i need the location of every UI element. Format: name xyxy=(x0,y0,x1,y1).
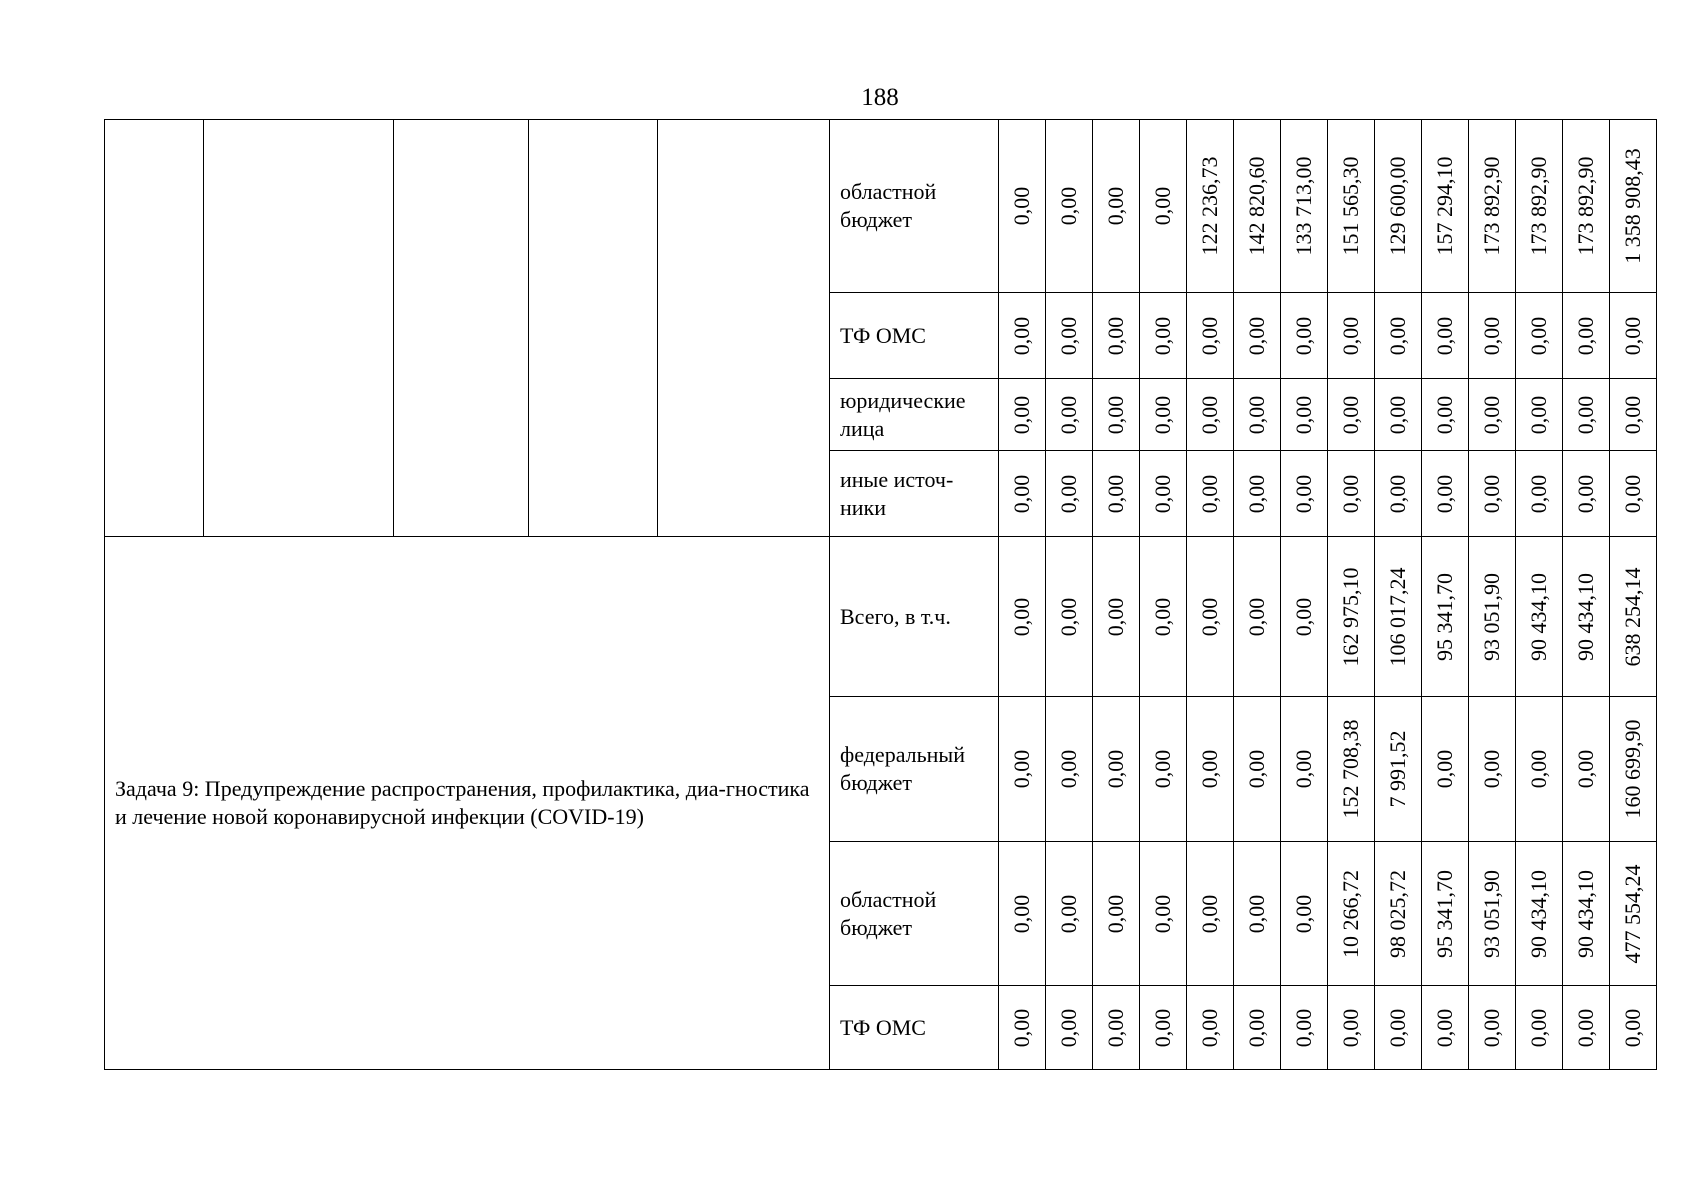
funding-source-cell: областной бюджет xyxy=(830,120,999,293)
value-cell: 0,00 xyxy=(1328,293,1375,379)
value-cell: 142 820,60 xyxy=(1234,120,1281,293)
value-cell: 0,00 xyxy=(1281,842,1328,986)
value-cell: 0,00 xyxy=(1187,537,1234,697)
value-cell: 0,00 xyxy=(1140,293,1187,379)
value-cell: 122 236,73 xyxy=(1187,120,1234,293)
value-cell: 0,00 xyxy=(999,842,1046,986)
value-cell: 152 708,38 xyxy=(1328,697,1375,842)
value-cell: 90 434,10 xyxy=(1516,537,1563,697)
value-cell: 0,00 xyxy=(1281,986,1328,1070)
value-cell: 0,00 xyxy=(1375,986,1422,1070)
funding-source-cell: ТФ ОМС xyxy=(830,293,999,379)
value-cell: 0,00 xyxy=(1516,451,1563,537)
value-cell: 0,00 xyxy=(1140,120,1187,293)
value-cell: 0,00 xyxy=(1610,451,1657,537)
value-cell: 0,00 xyxy=(1046,986,1093,1070)
value-cell: 0,00 xyxy=(1563,293,1610,379)
value-cell: 10 266,72 xyxy=(1328,842,1375,986)
value-cell: 98 025,72 xyxy=(1375,842,1422,986)
value-cell: 477 554,24 xyxy=(1610,842,1657,986)
value-cell: 0,00 xyxy=(1187,451,1234,537)
value-cell: 0,00 xyxy=(1610,379,1657,451)
funding-source-cell: федеральный бюджет xyxy=(830,697,999,842)
value-cell: 0,00 xyxy=(1281,697,1328,842)
value-cell: 95 341,70 xyxy=(1422,537,1469,697)
value-cell: 0,00 xyxy=(1469,697,1516,842)
value-cell: 0,00 xyxy=(1046,451,1093,537)
task-9-label: Задача 9: Предупреждение распространения, профилактика, диа-гностика и лечение новой коронавирусной инфекции (COVID-19) xyxy=(105,537,830,1070)
value-cell: 0,00 xyxy=(1046,537,1093,697)
funding-source-cell: ТФ ОМС xyxy=(830,986,999,1070)
value-cell: 0,00 xyxy=(1610,293,1657,379)
value-cell: 0,00 xyxy=(1469,986,1516,1070)
value-cell: 95 341,70 xyxy=(1422,842,1469,986)
value-cell: 0,00 xyxy=(999,697,1046,842)
value-cell: 0,00 xyxy=(1234,379,1281,451)
page-number: 188 xyxy=(861,84,899,111)
value-cell: 0,00 xyxy=(1140,537,1187,697)
value-cell: 90 434,10 xyxy=(1516,842,1563,986)
value-cell: 0,00 xyxy=(1281,293,1328,379)
value-cell: 173 892,90 xyxy=(1469,120,1516,293)
funding-source-cell: Всего, в т.ч. xyxy=(830,537,999,697)
value-cell: 0,00 xyxy=(1281,537,1328,697)
value-cell: 0,00 xyxy=(1469,451,1516,537)
value-cell: 0,00 xyxy=(1563,986,1610,1070)
value-cell: 0,00 xyxy=(1234,842,1281,986)
empty-cell xyxy=(529,120,658,537)
value-cell: 0,00 xyxy=(1469,379,1516,451)
value-cell: 638 254,14 xyxy=(1610,537,1657,697)
table-row xyxy=(105,120,1657,293)
value-cell: 0,00 xyxy=(1422,986,1469,1070)
value-cell: 0,00 xyxy=(1375,451,1422,537)
value-cell: 173 892,90 xyxy=(1516,120,1563,293)
value-cell: 160 699,90 xyxy=(1610,697,1657,842)
value-cell: 106 017,24 xyxy=(1375,537,1422,697)
value-cell: 0,00 xyxy=(1046,842,1093,986)
value-cell: 0,00 xyxy=(1516,379,1563,451)
value-cell: 0,00 xyxy=(1375,379,1422,451)
value-cell: 0,00 xyxy=(1140,451,1187,537)
value-cell: 93 051,90 xyxy=(1469,537,1516,697)
value-cell: 0,00 xyxy=(1469,293,1516,379)
value-cell: 0,00 xyxy=(1328,986,1375,1070)
value-cell: 0,00 xyxy=(1234,986,1281,1070)
value-cell: 0,00 xyxy=(1281,451,1328,537)
value-cell: 0,00 xyxy=(1187,697,1234,842)
value-cell: 0,00 xyxy=(1093,697,1140,842)
value-cell: 0,00 xyxy=(1046,293,1093,379)
value-cell: 0,00 xyxy=(1516,986,1563,1070)
value-cell: 0,00 xyxy=(1375,293,1422,379)
empty-cell xyxy=(394,120,529,537)
value-cell: 0,00 xyxy=(1422,293,1469,379)
value-cell: 129 600,00 xyxy=(1375,120,1422,293)
value-cell: 0,00 xyxy=(1093,379,1140,451)
value-cell: 0,00 xyxy=(999,379,1046,451)
value-cell: 0,00 xyxy=(1422,379,1469,451)
empty-cell xyxy=(658,120,830,537)
value-cell: 0,00 xyxy=(1563,697,1610,842)
value-cell: 0,00 xyxy=(1046,697,1093,842)
value-cell: 1 358 908,43 xyxy=(1610,120,1657,293)
value-cell: 0,00 xyxy=(1187,986,1234,1070)
value-cell: 0,00 xyxy=(1281,379,1328,451)
budget-table xyxy=(104,119,1657,1070)
value-cell: 0,00 xyxy=(1140,842,1187,986)
value-cell: 0,00 xyxy=(1563,451,1610,537)
value-cell: 0,00 xyxy=(1234,451,1281,537)
value-cell: 0,00 xyxy=(1187,293,1234,379)
funding-source-cell: областной бюджет xyxy=(830,842,999,986)
value-cell: 0,00 xyxy=(1516,293,1563,379)
value-cell: 0,00 xyxy=(999,120,1046,293)
empty-cell xyxy=(204,120,394,537)
table-row xyxy=(105,537,1657,697)
value-cell: 0,00 xyxy=(1422,697,1469,842)
value-cell: 0,00 xyxy=(999,293,1046,379)
value-cell: 93 051,90 xyxy=(1469,842,1516,986)
value-cell: 0,00 xyxy=(1093,293,1140,379)
value-cell: 0,00 xyxy=(1046,379,1093,451)
value-cell: 0,00 xyxy=(999,986,1046,1070)
value-cell: 0,00 xyxy=(1093,842,1140,986)
value-cell: 0,00 xyxy=(1093,537,1140,697)
value-cell: 7 991,52 xyxy=(1375,697,1422,842)
value-cell: 0,00 xyxy=(1563,379,1610,451)
value-cell: 0,00 xyxy=(999,451,1046,537)
value-cell: 0,00 xyxy=(1093,986,1140,1070)
value-cell: 157 294,10 xyxy=(1422,120,1469,293)
value-cell: 0,00 xyxy=(1046,120,1093,293)
value-cell: 0,00 xyxy=(1610,986,1657,1070)
value-cell: 133 713,00 xyxy=(1281,120,1328,293)
value-cell: 151 565,30 xyxy=(1328,120,1375,293)
value-cell: 90 434,10 xyxy=(1563,842,1610,986)
value-cell: 0,00 xyxy=(1328,451,1375,537)
value-cell: 90 434,10 xyxy=(1563,537,1610,697)
value-cell: 0,00 xyxy=(1187,379,1234,451)
value-cell: 0,00 xyxy=(1328,379,1375,451)
value-cell: 0,00 xyxy=(1234,537,1281,697)
value-cell: 0,00 xyxy=(1234,697,1281,842)
value-cell: 162 975,10 xyxy=(1328,537,1375,697)
empty-cell xyxy=(105,120,204,537)
value-cell: 0,00 xyxy=(1093,120,1140,293)
value-cell: 0,00 xyxy=(999,537,1046,697)
value-cell: 0,00 xyxy=(1093,451,1140,537)
value-cell: 173 892,90 xyxy=(1563,120,1610,293)
funding-source-cell: юридические лица xyxy=(830,379,999,451)
value-cell: 0,00 xyxy=(1516,697,1563,842)
value-cell: 0,00 xyxy=(1140,697,1187,842)
value-cell: 0,00 xyxy=(1187,842,1234,986)
funding-source-cell: иные источ-ники xyxy=(830,451,999,537)
value-cell: 0,00 xyxy=(1422,451,1469,537)
value-cell: 0,00 xyxy=(1140,986,1187,1070)
value-cell: 0,00 xyxy=(1140,379,1187,451)
value-cell: 0,00 xyxy=(1234,293,1281,379)
